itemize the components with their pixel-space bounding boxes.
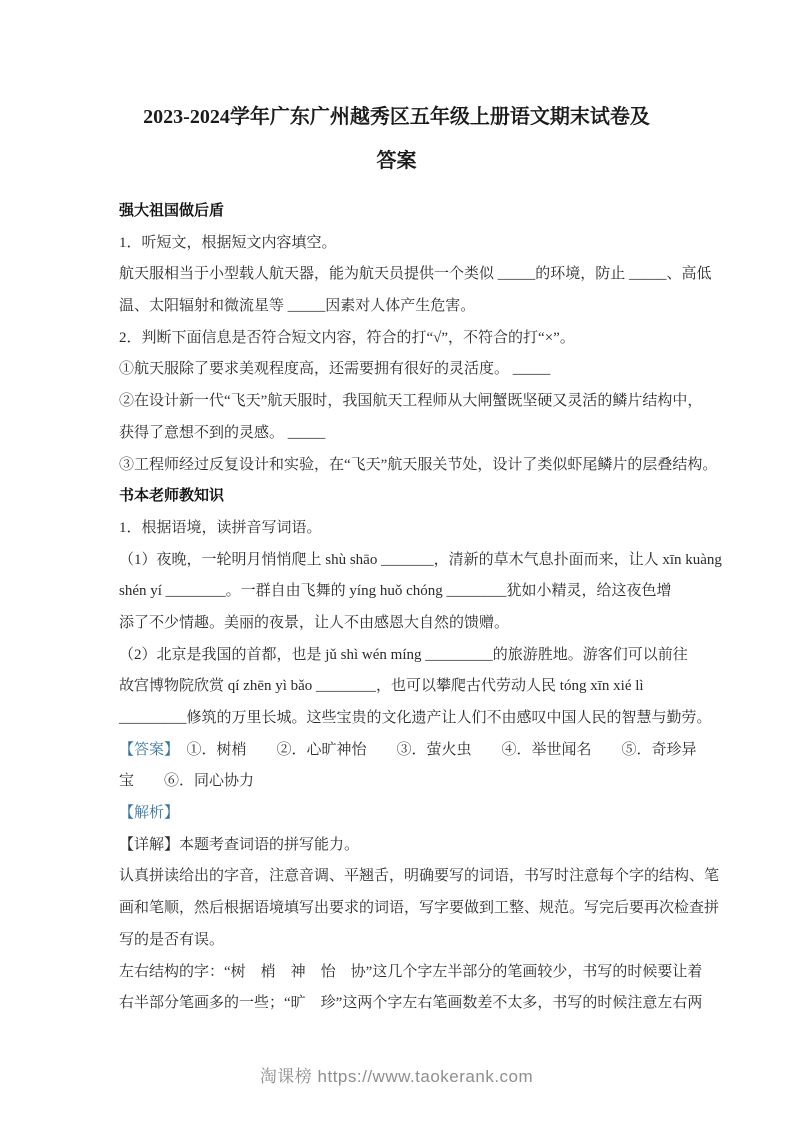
text-line: （1）夜晚，一轮明月悄悄爬上 shù shāo _______，清新的草木气息扑面而来，让人 xīn kuàng <box>119 551 722 568</box>
text-line: ③工程师经过反复设计和实验，在“飞天”航天服关节处，设计了类似虾尾鳞片的层叠结构。 <box>119 456 718 473</box>
text-line: _________修筑的万里长城。这些宝贵的文化遗产让人们不由感叹中国人民的智慧与勤劳。 <box>119 710 712 726</box>
accent-bracket-label: 【解析】 <box>119 805 180 822</box>
section-heading: 书本老师教知识 <box>119 488 225 505</box>
section-heading: 强大祖国做后盾 <box>119 203 225 219</box>
accent-bracket-label: 【答案】 <box>119 741 172 758</box>
text-line: 右半部分笔画多的一些；“旷 珍”这两个字左右笔画数差不太多，书写的时候注意左右两 <box>119 995 703 1012</box>
text-line: 画和笔顺，然后根据语境填写出要求的词语，写字要做到工整、规范。写完后要再次检查拼 <box>119 900 720 917</box>
text-line: 添了不少情趣。美丽的夜景，让人不由感恩大自然的馈赠。 <box>119 614 510 631</box>
text-line: 左右结构的字：“树 梢 神 怡 协”这几个字左半部分的笔画较少，书写的时候要让着 <box>119 963 703 980</box>
page-footer <box>0 1062 793 1087</box>
document-title-line1: 2023-2024学年广东广州越秀区五年级上册语文期末试卷及 <box>143 106 650 128</box>
text-line: 1．根据语境，读拼音写词语。 <box>119 519 322 536</box>
text-line: ①航天服除了要求美观程度高，还需要拥有很好的灵活度。 _____ <box>119 361 551 378</box>
text-line: （2）北京是我国的首都，也是 jǔ shì wén míng _________的旅游胜地。游客们可以前往 <box>119 646 688 663</box>
text-line <box>119 798 679 830</box>
document-title-line2: 答案 <box>376 150 417 172</box>
text-line: 2．判断下面信息是否符合短文内容，符合的打“√”，不符合的打“×”。 <box>119 329 575 346</box>
document-body <box>119 196 722 1020</box>
text-line: 获得了意想不到的灵感。 _____ <box>119 424 326 441</box>
text-line: ②在设计新一代“飞天”航天服时，我国航天工程师从大闸蟹既坚硬又灵活的鳞片结构中， <box>119 393 703 410</box>
text-line: 故宫博物院欣赏 qí zhēn yì bǎo ________，也可以攀爬古代劳动人民 tóng xīn xié lì <box>119 678 644 695</box>
document-title <box>60 95 733 183</box>
text-line: 温、太阳辐射和微流星等 _____因素对人体产生危害。 <box>119 298 476 315</box>
text-line: 航天服相当于小型载人航天器，能为航天员提供一个类似 _____的环境，防止 _____、高低 <box>119 266 712 283</box>
bracket-label: 【详解】 <box>119 836 180 853</box>
text-line: 认真拼读给出的字音，注意音调、平翘舌，明确要写的词语，书写时注意每个字的结构、笔 <box>119 868 720 885</box>
text-line: 1．听短文，根据短文内容填空。 <box>119 234 337 251</box>
text-line: 【答案】 ①．树梢 ②．心旷神怡 ③．萤火虫 ④．举世闻名 ⑤．奇珍异 <box>119 741 697 758</box>
text-line: 写的是否有误。 <box>119 931 225 948</box>
text-line: 【详解】本题考查词语的拼写能力。 <box>119 836 360 853</box>
text-line: shén yí ________。一群自由飞舞的 yíng huǒ chóng ________犹如小精灵，给这夜色增 <box>119 583 672 600</box>
text-line: 宝 ⑥．同心协力 <box>119 773 255 790</box>
watermark-link: 淘课榜 https://www.taokerank.com <box>259 1067 534 1086</box>
